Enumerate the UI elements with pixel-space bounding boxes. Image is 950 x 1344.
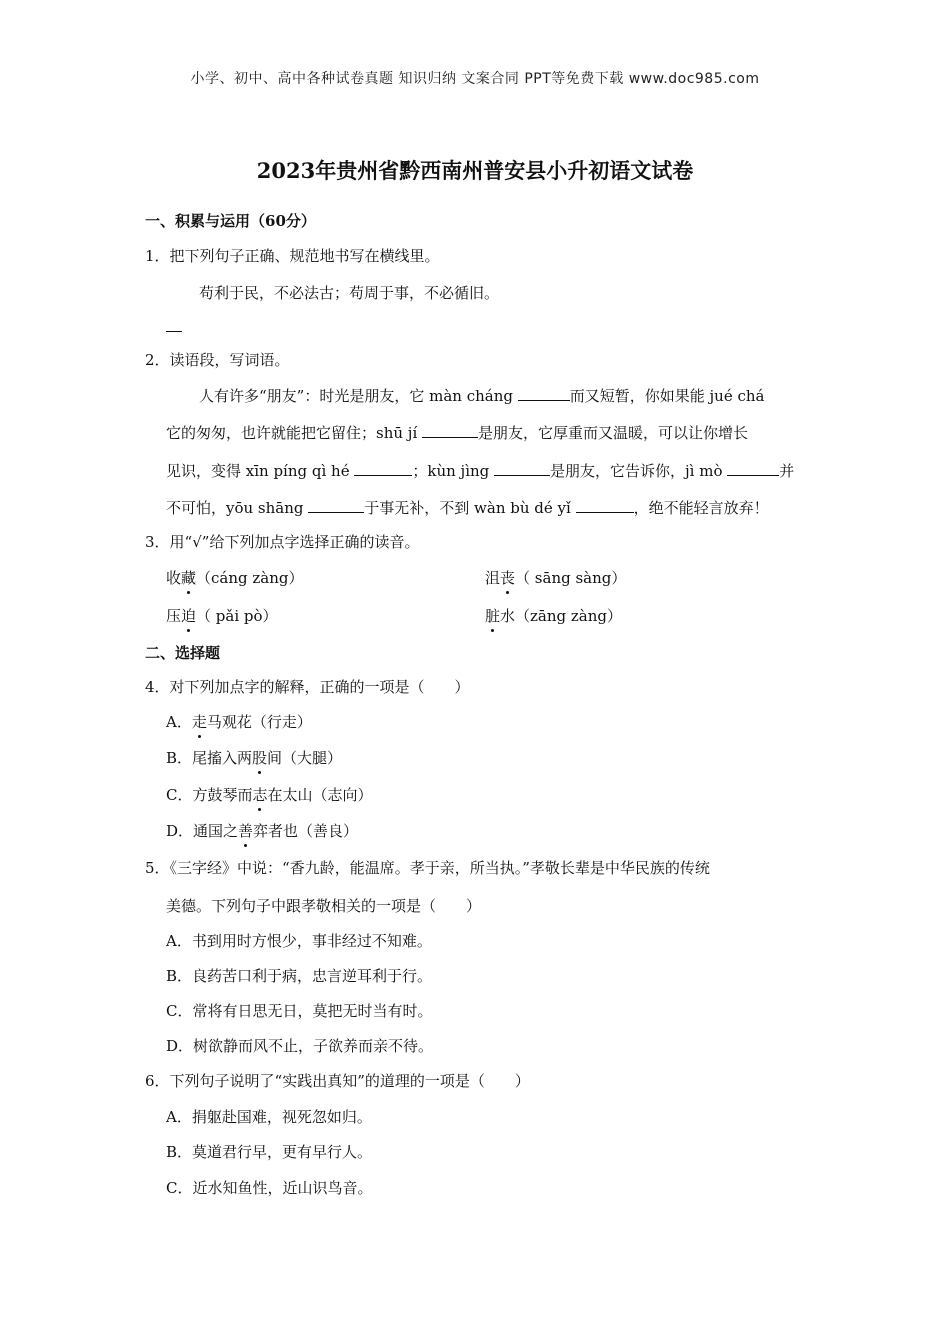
text-segment: 是朋友，它厚重而又温暖，可以让你增长 xyxy=(478,424,749,442)
text-segment: ；kùn jìng xyxy=(412,462,495,480)
pinyin-choice-1[interactable] xyxy=(166,568,304,588)
option-text: 马观花（行走） xyxy=(206,713,312,731)
option-text: D．通国之 xyxy=(166,822,239,840)
text-segment: 它的匆匆，也许就能把它留住；shū jí xyxy=(166,424,423,442)
pinyin-choice-4[interactable] xyxy=(485,606,622,626)
text-segment: ，绝不能轻言放弃！ xyxy=(633,499,769,517)
page-header: 小学、初中、高中各种试卷真题 知识归纳 文案合同 PPT等免费下载 www.doc985.com xyxy=(190,71,760,87)
option-text: A． xyxy=(166,713,192,731)
question-6-option-c[interactable]: C．近水知鱼性，近山识鸟音。 xyxy=(166,1179,373,1197)
dotted-char: 迫 xyxy=(181,607,197,625)
question-1-stem: 1．把下列句子正确、规范地书写在横线里。 xyxy=(145,247,440,265)
question-2-line-1 xyxy=(199,386,764,406)
pinyin-choice-2[interactable] xyxy=(485,568,626,588)
question-5-stem-line-2: 美德。下列句子中跟孝敬相关的一项是（ ） xyxy=(166,897,482,915)
question-5-option-c[interactable]: C．常将有日思无日，莫把无时当有时。 xyxy=(166,1002,433,1020)
question-6-option-b[interactable]: B．莫道君行早，更有早行人。 xyxy=(166,1143,373,1161)
dotted-char: 藏 xyxy=(181,569,197,587)
question-2-line-3 xyxy=(166,461,794,481)
pronunciation-options: （cáng zàng） xyxy=(196,569,304,587)
question-5-option-a[interactable]: A．书到用时方恨少，事非经过不知难。 xyxy=(166,932,432,950)
dotted-char: 脏 xyxy=(485,607,501,625)
dotted-char: 丧 xyxy=(500,569,516,587)
pronunciation-options: （zāng zàng） xyxy=(515,607,623,625)
text-segment: 并 xyxy=(779,462,795,480)
fill-blank[interactable] xyxy=(422,423,478,438)
fill-blank[interactable] xyxy=(494,461,550,476)
section-heading-1: 一、积累与运用（60分） xyxy=(145,212,316,230)
text-segment: 于事无补，不到 wàn bù dé yǐ xyxy=(364,499,576,517)
question-3-stem: 3．用“√”给下列加点字选择正确的读音。 xyxy=(145,533,420,551)
option-text: 弈者也（善良） xyxy=(253,822,359,840)
text-segment: 见识，变得 xīn píng qì hé xyxy=(166,462,355,480)
question-6-option-a[interactable]: A．捐躯赴国难，视死忽如归。 xyxy=(166,1108,372,1126)
question-5-option-b[interactable]: B．良药苦口利于病，忠言逆耳利于行。 xyxy=(166,967,433,985)
fill-blank[interactable] xyxy=(727,461,779,476)
option-text: C．方鼓琴而 xyxy=(166,786,253,804)
question-4-option-a[interactable] xyxy=(166,712,312,732)
question-4-option-b[interactable] xyxy=(166,748,342,768)
question-2-line-4 xyxy=(166,498,769,518)
char: 收 xyxy=(166,569,182,587)
page-title: 2023年贵州省黔西南州普安县小升初语文试卷 xyxy=(256,158,694,183)
pronunciation-options: （ sāng sàng） xyxy=(515,569,627,587)
char: 沮 xyxy=(485,569,501,587)
question-5-option-d[interactable]: D．树欲静而风不止，子欲养而亲不待。 xyxy=(166,1037,434,1055)
question-2-line-2 xyxy=(166,423,748,443)
section-heading-2: 二、选择题 xyxy=(145,644,221,662)
pinyin-choice-3[interactable] xyxy=(166,606,278,626)
fill-blank[interactable] xyxy=(354,461,412,476)
question-2-stem: 2．读语段，写词语。 xyxy=(145,351,290,369)
dotted-char: 志 xyxy=(252,786,268,804)
text-segment: 人有许多“朋友”：时光是朋友，它 màn cháng xyxy=(199,387,518,405)
pronunciation-options: （ pǎi pò） xyxy=(196,607,278,625)
text-segment: 而又短暂，你如果能 jué chá xyxy=(569,387,765,405)
char: 压 xyxy=(166,607,182,625)
fill-blank[interactable] xyxy=(308,498,364,513)
fill-blank[interactable] xyxy=(576,498,634,513)
question-4-stem: 4．对下列加点字的解释，正确的一项是（ ） xyxy=(145,678,470,696)
answer-line xyxy=(166,331,182,332)
option-text: B．尾搐入两 xyxy=(166,749,253,767)
dotted-char: 走 xyxy=(191,713,207,731)
option-text: 在太山（志向） xyxy=(267,786,373,804)
dotted-char: 善 xyxy=(238,822,254,840)
fill-blank[interactable] xyxy=(518,386,570,401)
question-4-option-d[interactable] xyxy=(166,821,358,841)
dotted-char: 股 xyxy=(252,749,268,767)
char: 水 xyxy=(500,607,516,625)
question-4-option-c[interactable] xyxy=(166,785,373,805)
question-1-sentence: 苟利于民，不必法古；苟周于事，不必循旧。 xyxy=(199,284,500,302)
text-segment: 是朋友，它告诉你，jì mò xyxy=(550,462,728,480)
question-5-stem-line-1: 5．《三字经》中说：“香九龄，能温席。孝于亲，所当执。”孝敬长辈是中华民族的传统 xyxy=(145,859,710,877)
text-segment: 不可怕，yōu shāng xyxy=(166,499,309,517)
option-text: 间（大腿） xyxy=(267,749,343,767)
question-6-stem: 6．下列句子说明了“实践出真知”的道理的一项是（ ） xyxy=(145,1072,530,1090)
